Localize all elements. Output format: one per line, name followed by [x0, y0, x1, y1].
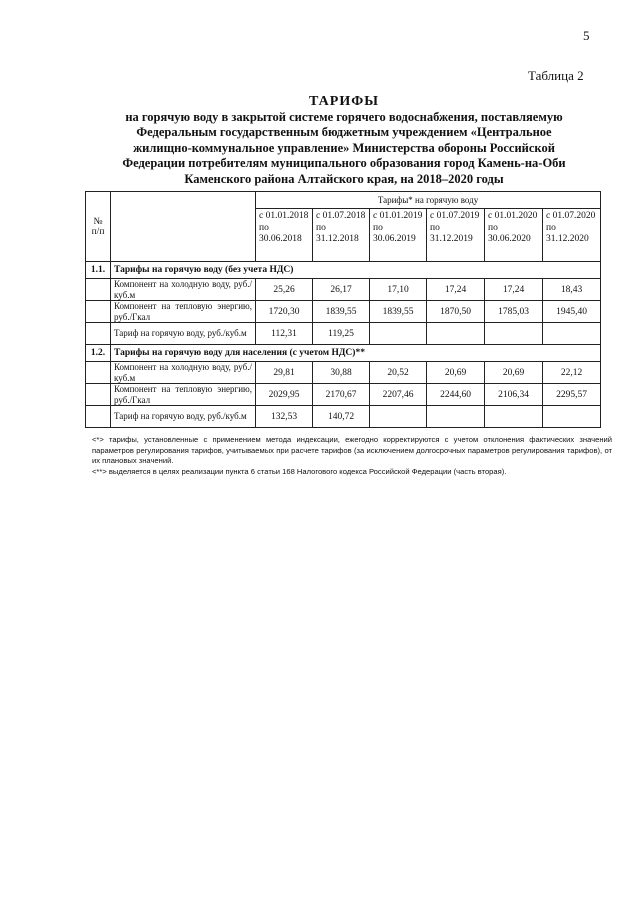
value-cell: 17,24: [427, 279, 485, 301]
value-cell: 18,43: [543, 279, 601, 301]
value-cell: 20,69: [427, 362, 485, 384]
section-row: [86, 262, 601, 279]
value-cell: 29,81: [256, 362, 313, 384]
value-cell: [543, 323, 601, 345]
table-label: Таблица 2: [528, 68, 584, 83]
value-cell: [485, 406, 543, 428]
value-cell: 2207,46: [370, 384, 427, 406]
table-row: [86, 323, 601, 345]
row-label: Тариф на горячую воду, руб./куб.м: [111, 406, 256, 428]
period-header: с 01.01.2020 по 30.06.2020: [485, 209, 543, 262]
value-cell: 25,26: [256, 279, 313, 301]
label-header-empty: [111, 192, 256, 262]
title-line: Федеральным государственным бюджетным учреждением «Центральное: [136, 125, 552, 139]
section-title: Тарифы на горячую воду (без учета НДС): [111, 262, 601, 279]
tariff-header: Тарифы* на горячую воду: [256, 192, 601, 209]
period-header: с 01.07.2020 по 31.12.2020: [543, 209, 601, 262]
footnotes: [92, 435, 612, 477]
row-label: Компонент на холодную воду, руб./куб.м: [111, 279, 256, 301]
section-number: 1.1.: [86, 262, 111, 279]
value-cell: 1839,55: [370, 301, 427, 323]
table-row: [86, 362, 601, 384]
value-cell: 140,72: [313, 406, 370, 428]
num-cell-empty: [86, 406, 111, 428]
title-line: жилищно-коммунальное управление» Министерства обороны Российской: [133, 140, 555, 155]
value-cell: 1870,50: [427, 301, 485, 323]
title-line: Федерации потребителям муниципального образования город Камень-на-Оби: [122, 156, 566, 170]
value-cell: [485, 323, 543, 345]
document-title: [60, 94, 628, 187]
page-number: 5: [583, 28, 590, 43]
value-cell: 17,24: [485, 279, 543, 301]
num-cell-empty: [86, 301, 111, 323]
num-cell-empty: [86, 362, 111, 384]
table-row: [86, 279, 601, 301]
value-cell: 17,10: [370, 279, 427, 301]
table-row: [86, 301, 601, 323]
table-row: [86, 406, 601, 428]
value-cell: [427, 406, 485, 428]
value-cell: 20,52: [370, 362, 427, 384]
title-line: на горячую воду в закрытой системе горячего водоснабжения, поставляемую: [125, 109, 563, 124]
footnote: <*> тарифы, установленные с применением метода индексации, ежегодно корректируются с учетом отклонения фактических значений параметров регулирования тарифов, учитываемых при расчете тарифов (за исключением долгосрочных параметров регулирования тарифов), от их плановых значений.: [92, 435, 612, 465]
value-cell: 26,17: [313, 279, 370, 301]
value-cell: 1839,55: [313, 301, 370, 323]
period-header: с 01.07.2018 по 31.12.2018: [313, 209, 370, 262]
row-label: Компонент на тепловую энергию, руб./Гкал: [111, 384, 256, 406]
value-cell: 112,31: [256, 323, 313, 345]
value-cell: 2295,57: [543, 384, 601, 406]
title-line: Каменского района Алтайского края, на 2018–2020 годы: [184, 171, 504, 186]
value-cell: 2029,95: [256, 384, 313, 406]
value-cell: 1785,03: [485, 301, 543, 323]
num-cell-empty: [86, 279, 111, 301]
title-main: ТАРИФЫ: [309, 94, 379, 109]
footnote: <**> выделяется в целях реализации пункта 6 статьи 168 Налогового кодекса Российской Федерации (часть вторая).: [92, 466, 507, 476]
value-cell: 2106,34: [485, 384, 543, 406]
num-cell-empty: [86, 384, 111, 406]
value-cell: [543, 406, 601, 428]
value-cell: 30,88: [313, 362, 370, 384]
tariffs-table: [85, 191, 601, 428]
num-cell-empty: [86, 323, 111, 345]
value-cell: 1945,40: [543, 301, 601, 323]
value-cell: 119,25: [313, 323, 370, 345]
table-row: [86, 384, 601, 406]
value-cell: 2244,60: [427, 384, 485, 406]
value-cell: 20,69: [485, 362, 543, 384]
section-row: [86, 345, 601, 362]
value-cell: [427, 323, 485, 345]
value-cell: 1720,30: [256, 301, 313, 323]
value-cell: 132,53: [256, 406, 313, 428]
row-label: Компонент на тепловую энергию, руб./Гкал: [111, 301, 256, 323]
value-cell: 2170,67: [313, 384, 370, 406]
row-label: Компонент на холодную воду, руб./куб.м: [111, 362, 256, 384]
row-label: Тариф на горячую воду, руб./куб.м: [111, 323, 256, 345]
num-header: № п/п: [86, 192, 111, 262]
value-cell: [370, 406, 427, 428]
value-cell: 22,12: [543, 362, 601, 384]
value-cell: [370, 323, 427, 345]
period-header: с 01.01.2018 по 30.06.2018: [256, 209, 313, 262]
section-title: Тарифы на горячую воду для населения (с учетом НДС)**: [111, 345, 601, 362]
section-number: 1.2.: [86, 345, 111, 362]
period-header: с 01.07.2019 по 31.12.2019: [427, 209, 485, 262]
period-header: с 01.01.2019 по 30.06.2019: [370, 209, 427, 262]
